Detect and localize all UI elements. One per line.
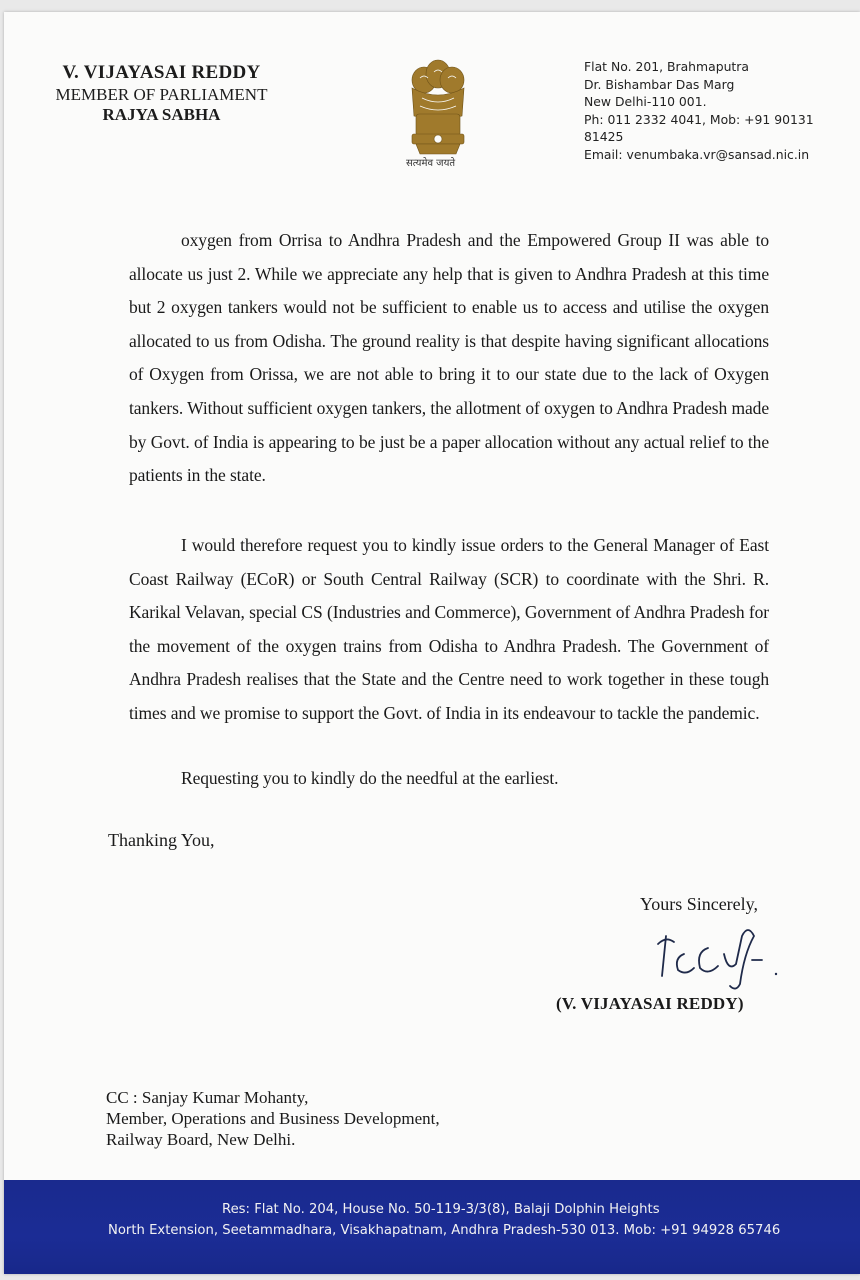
sender-role: MEMBER OF PARLIAMENT — [55, 85, 268, 104]
cc-line: CC : Sanjay Kumar Mohanty, — [106, 1088, 309, 1107]
letterhead-sender — [54, 62, 269, 125]
cc-line: Member, Operations and Business Development, — [106, 1109, 440, 1128]
handwritten-signature — [644, 914, 794, 994]
cc-block — [106, 1087, 440, 1150]
cc-line: Railway Board, New Delhi. — [106, 1130, 296, 1149]
footer-address-line-2: North Extension, Seetammadhara, Visakhapatnam, Andhra Pradesh-530 013. Mob: +91 94928 65746 — [108, 1223, 781, 1238]
address-line: New Delhi-110 001. — [584, 94, 707, 109]
address-phone: Ph: 011 2332 4041, Mob: +91 90131 81425 — [584, 111, 814, 144]
signer-name: (V. VIJAYASAI REDDY) — [556, 994, 744, 1013]
footer-band — [4, 1180, 860, 1274]
body-paragraph-2: I would therefore request you to kindly issue orders to the General Manager of East Coast Railway (ECoR) or South Central Railway (SCR) to coordinate with the Shri. R. Karikal Velavan, special CS (Industries and Commerce), Government of Andhra Pradesh for the movement of the oxygen trains from Odisha to Andhra Pradesh. The Government of Andhra Pradesh realises that the State and the Centre need to work together in these tough times and we promise to support the Govt. of India in its endeavour to tackle the pandemic. — [129, 535, 769, 723]
address-line: Flat No. 201, Brahmaputra — [584, 59, 749, 74]
footer-address-line-1: Res: Flat No. 204, House No. 50-119-3/3(8), Balaji Dolphin Heights — [222, 1202, 660, 1217]
closing-salutation: Yours Sincerely, — [640, 894, 759, 914]
sender-house: RAJYA SABHA — [102, 105, 221, 124]
emblem-motto: सत्यमेव जयते — [406, 158, 456, 169]
thanking-line: Thanking You, — [108, 830, 215, 850]
letterhead-address — [584, 58, 854, 163]
body-paragraph-1: oxygen from Orrisa to Andhra Pradesh and the Empowered Group II was able to allocate us just 2. While we appreciate any help that is given to Andhra Pradesh at this time but 2 oxygen tankers would not be sufficient to enable us to access and utilise the oxygen allocated to us from Odisha. The ground reality is that despite having significant allocations of Oxygen from Orissa, we are not able to bring it to our state due to the lack of Oxygen tankers. Without sufficient oxygen tankers, the allotment of oxygen to Andhra Pradesh made by Govt. of India is appearing to be just be a paper allocation without any actual relief to the patients in the state. — [129, 230, 769, 486]
body-paragraph-3: Requesting you to kindly do the needful at the earliest. — [181, 768, 559, 788]
sender-name: V. VIJAYASAI REDDY — [62, 62, 261, 83]
address-email: Email: venumbaka.vr@sansad.nic.in — [584, 146, 810, 162]
address-line: Dr. Bishambar Das Marg — [584, 76, 735, 92]
letter-page — [4, 12, 860, 1274]
